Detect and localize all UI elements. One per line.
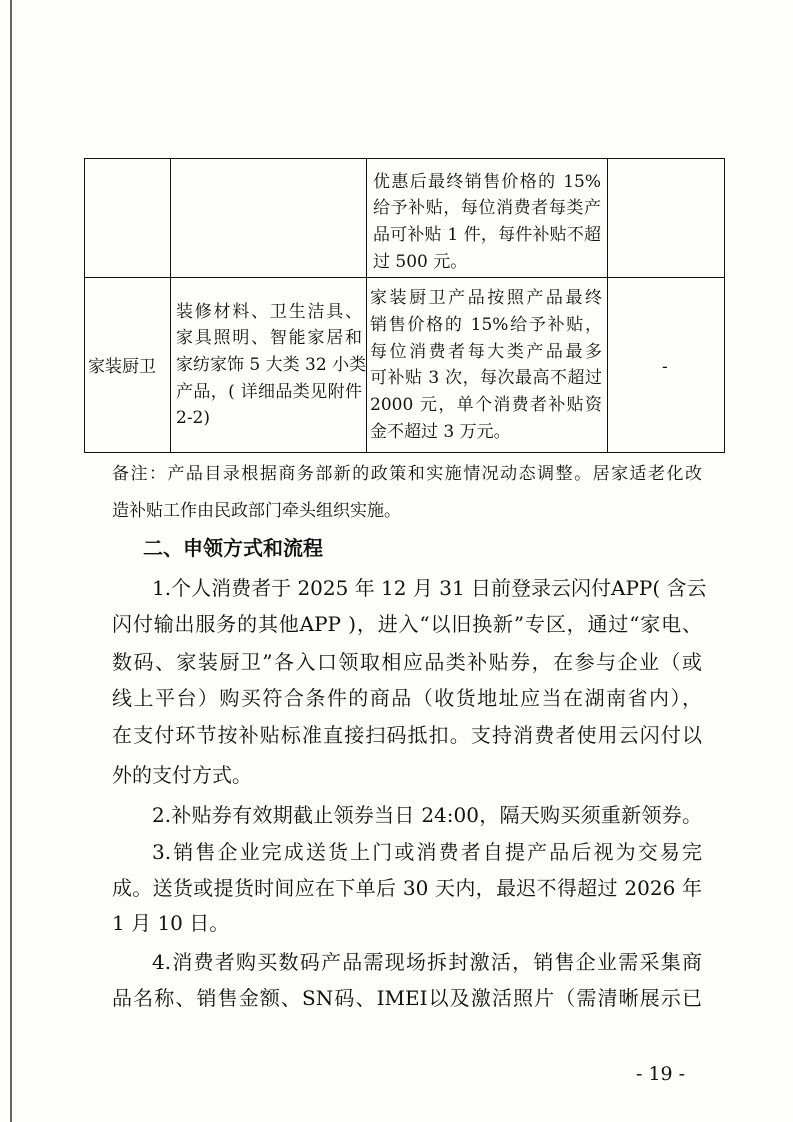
standard-line: 销售价格的 15%给予补贴， — [370, 315, 602, 335]
scope-line: 2-2) — [176, 408, 211, 428]
table-cell-line: 优惠后最终销售价格的 15% — [373, 172, 601, 192]
paragraph-line: 2.补贴券有效期截止领券当日 24:00，隔天购买须重新领券。 — [152, 803, 702, 827]
paragraph-line: 外的支付方式。 — [112, 763, 252, 787]
table-divider — [170, 159, 171, 452]
paragraph-line: 成。送货或提货时间应在下单后 30 天内，最迟不得超过 2026 年 — [112, 876, 702, 900]
note-line: 备注：产品目录根据商务部新的政策和实施情况动态调整。居家适老化改 — [112, 464, 702, 484]
note-line: 造补贴工作由民政部门牵头组织实施。 — [112, 501, 401, 521]
paragraph-line: 1 月 10 日。 — [112, 911, 230, 935]
standard-line: 可补贴 3 次，每次最高不超过 — [370, 368, 602, 388]
paragraph-line: 数码、家装厨卫”各入口领取相应品类补贴券，在参与企业（或 — [112, 650, 702, 674]
paragraph-line: 3.销售企业完成送货上门或消费者自提产品后视为交易完 — [152, 840, 702, 864]
standard-line: 金不超过 3 万元。 — [370, 422, 511, 442]
paragraph-line: 闪付输出服务的其他APP )，进入“以旧换新”专区，通过“家电、 — [112, 612, 702, 636]
standard-line: 每位消费者每大类产品最多 — [370, 342, 602, 362]
paragraph-line: 1.个人消费者于 2025 年 12 月 31 日前登录云闪付APP( 含云 — [152, 576, 707, 600]
standard-line: 2000 元，单个消费者补贴资 — [370, 395, 602, 415]
paragraph-line: 4.消费者购买数码产品需现场拆封激活，销售企业需采集商 — [152, 950, 702, 974]
scope-line: 产品，( 详细品类见附件 — [176, 382, 362, 402]
table-cell-line: 品可补贴 1 件，每件补贴不超 — [373, 225, 601, 245]
binding-edge — [10, 0, 12, 1122]
table-cell-line: 过 500 元。 — [373, 252, 468, 272]
category-cell: 家装厨卫 — [88, 357, 156, 377]
table-cell-line: 给予补贴，每位消费者每类产 — [373, 198, 601, 218]
section-heading: 二、申领方式和流程 — [143, 536, 323, 560]
scope-line: 装修材料、卫生洁具、 — [176, 302, 362, 322]
table-divider — [366, 159, 367, 452]
paragraph-line: 线上平台）购买符合条件的商品（收货地址应当在湖南省内）， — [112, 686, 702, 710]
table-divider — [607, 159, 608, 452]
scope-line: 家具照明、智能家居和 — [176, 328, 362, 348]
scope-line: 家纺家饰 5 大类 32 小类 — [176, 355, 367, 375]
standard-line: 家装厨卫产品按照产品最终 — [370, 288, 602, 308]
table-divider — [85, 277, 724, 278]
page-number: - 19 - — [636, 1063, 686, 1085]
paragraph-line: 在支付环节按补贴标准直接扫码抵扣。支持消费者使用云闪付以 — [112, 723, 702, 747]
paragraph-line: 品名称、销售金额、SN码、IMEI以及激活照片（需清晰展示已 — [112, 986, 702, 1010]
remark-cell: - — [662, 357, 668, 377]
